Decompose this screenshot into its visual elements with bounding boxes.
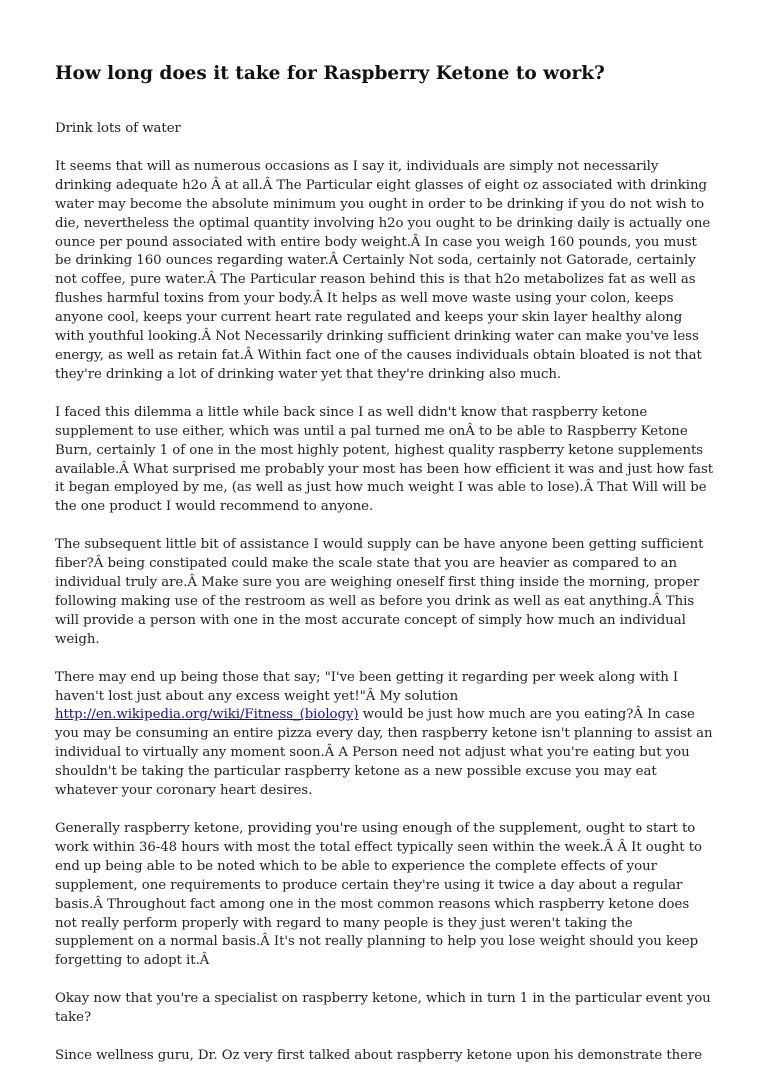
paragraph-5: Generally raspberry ketone, providing you're using enough of the supplement, ought to start to work within 36-48 hours with most the total effect typically seen within the week.Â Â It ought to end up being able to be noted which to be able to experience the complete effects of your supplement, one requirements to produce certain they're using it twice a day about a regular basis.Â Throughout fact among one in the most common reasons which raspberry ketone does not really perform properly with regard to many people is they just weren't taking the supplement on a normal basis.Â It's not really planning to help you lose weight should you keep forgetting to adopt it.Â xyxy=(55,821,702,969)
paragraph-6: Okay now that you're a specialist on raspberry ketone, which in turn 1 in the particular event you take? xyxy=(55,991,711,1026)
paragraph-2: I faced this dilemma a little while back since I as well didn't know that raspberry ketone supplement to use either, which was until a pal turned me onÂ to be able to Raspberry Ketone Burn, certainly 1 of one in the most highly potent, highest quality raspberry ketone supplements available.Â What surprised me probably your most has been how efficient it was and just how fast it began employed by me, (as well as just how much weight I was able to lose).Â That Will will be the one product I would recommend to anyone. xyxy=(55,404,714,515)
paragraph-4 xyxy=(55,669,715,801)
page-title: How long does it take for Raspberry Ketone to work? xyxy=(55,63,605,84)
paragraph-7: Since wellness guru, Dr. Oz very first talked about raspberry ketone upon his demonstrate there xyxy=(55,1048,703,1064)
document-page xyxy=(55,62,715,1085)
paragraph-1: It seems that will as numerous occasions as I say it, individuals are simply not necessarily drinking adequate h2o Â at all.Â The Particular eight glasses of eight oz associated with drinking water may become the absolute minimum you ought in order to be drinking if you do not wish to die, nevertheless the optimal quantity involving h2o you ought to be drinking daily is actually one ounce per pound associated with entire body weight.Â In case you weigh 160 pounds, you must be drinking 160 ounces regarding water.Â Certainly Not soda, certainly not Gatorade, certainly not coffee, pure water.Â The Particular reason behind this is that h2o metabolizes fat as well as flushes harmful toxins from your body.Â It helps as well move waste using your colon, keeps anyone cool, keeps your current heart rate regulated and keeps your skin layer healthy along with youthful looking.Â Not Necessarily drinking sufficient drinking water can make you've less energy, as well as retain fat.Â Within fact one of the causes individuals obtain bloated is not that they're drinking a lot of drinking water yet that they're drinking also much. xyxy=(55,158,711,382)
subheading: Drink lots of water xyxy=(55,121,181,136)
paragraph-3: The subsequent little bit of assistance I would supply can be have anyone been getting sufficient fiber?Â being constipated could make the scale state that you are heavier as compared to an individual truly are.Â Make sure you are weighing oneself first thing inside the morning, proper following making use of the restroom as well as before you drink as well as eat anything.Â This will provide a person with one in the most accurate concept of simply how much an individual weigh. xyxy=(55,537,704,647)
wikipedia-link[interactable]: http://en.wikipedia.org/wiki/Fitness_(biology) xyxy=(55,707,359,723)
paragraph-4-text-after: would be just how much are you eating?Â In case you may be consuming an entire pizza every day, then raspberry ketone isn't planning to assist an individual to virtually any moment soon.Â A Person need not adjust what you're eating but you shouldn't be taking the particular raspberry ketone as a new possible excuse you may eat whatever your coronary heart desires. xyxy=(55,707,713,799)
paragraph-4-text-before: There may end up being those that say; "I've been getting it regarding per week along with I haven't lost just about any excess weight yet!"Â My solution xyxy=(55,669,679,704)
